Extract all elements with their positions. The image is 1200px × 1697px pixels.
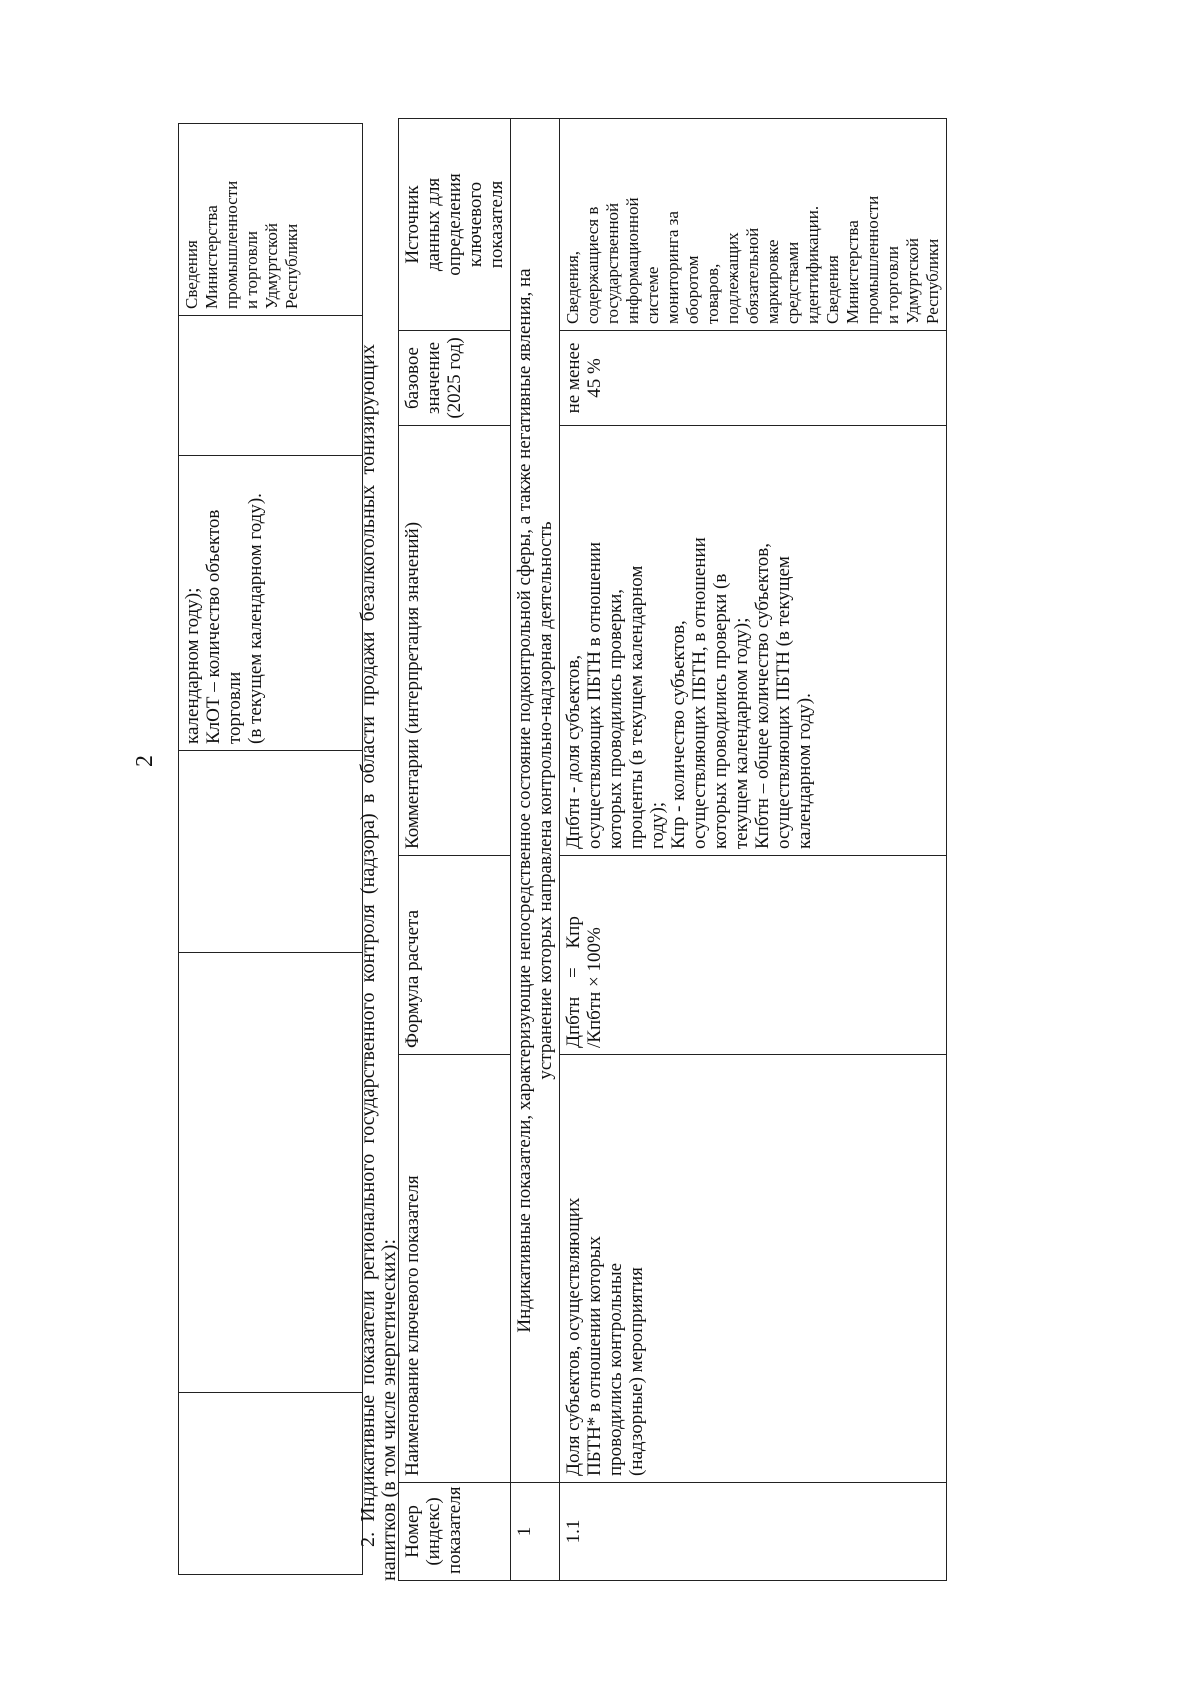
- source-line: оборотом: [683, 255, 702, 324]
- header-number: [399, 1483, 511, 1581]
- table-header-row: [399, 119, 511, 1581]
- source-line: средствами: [783, 241, 802, 324]
- comment-line: проценты (в текущем календарном: [626, 565, 647, 849]
- header-line: определения: [444, 173, 465, 276]
- source-line: Сведения,: [563, 250, 582, 324]
- comment-line: текущем календарном году);: [731, 617, 752, 849]
- header-line: ключевого: [465, 181, 486, 268]
- page-number: 2: [132, 755, 158, 767]
- source-line: Республики: [923, 238, 942, 324]
- source-line: содержащиеся в: [583, 206, 602, 324]
- row-source: [560, 119, 947, 331]
- header-base-value: [399, 331, 511, 426]
- header-line: данных для: [423, 177, 444, 272]
- comment-line: которых проводились проверки (в: [710, 573, 731, 849]
- comment-line: которых проводились проверки,: [605, 589, 626, 849]
- source-line: Министерства: [202, 205, 221, 309]
- group-title: [511, 119, 560, 1483]
- row-comments: [560, 426, 947, 856]
- header-line: Номер: [402, 1505, 423, 1558]
- comment-line: КлОТ – количество объектов торговли: [203, 509, 245, 744]
- source-line: Сведения: [823, 255, 842, 324]
- header-line: (индекс): [423, 1497, 444, 1566]
- row-name-line: проводились контрольные: [605, 1262, 626, 1476]
- header-line: Источник: [402, 185, 423, 264]
- header-formula: Формула расчета: [399, 856, 511, 1055]
- comment-line: Кпбтн – общее количество субъектов,: [752, 543, 773, 849]
- source-line: мониторинга за: [663, 211, 682, 324]
- header-line: базовое: [402, 347, 423, 410]
- source-line: государственной: [603, 202, 622, 324]
- base-value-line: 45 %: [584, 358, 605, 398]
- comment-line: осуществляющих ПБТН (в текущем: [773, 556, 794, 849]
- group-title-line: устранение которых направлена контрольно-надзорная деятельность: [535, 521, 556, 1080]
- top-continuation-table: [178, 123, 363, 1575]
- table-row: [560, 119, 947, 1581]
- comment-line: осуществляющих ПБТН в отношении: [584, 541, 605, 849]
- source-line: промышленности: [222, 180, 241, 309]
- table-row: [179, 124, 363, 1575]
- source-line: Удмуртской: [262, 222, 281, 309]
- source-line: и торговли: [883, 246, 902, 324]
- source-cell: [179, 124, 363, 316]
- empty-cell: [179, 751, 363, 953]
- section-heading-line2: напитков (в том числе энергетических):: [378, 1238, 400, 1581]
- header-line: показателя: [444, 1486, 465, 1574]
- row-name-line: Доля субъектов, осуществляющих: [563, 1197, 584, 1476]
- header-line: значение: [423, 341, 444, 415]
- header-source: [399, 119, 511, 331]
- row-formula: [560, 856, 947, 1055]
- source-line: и торговли: [242, 231, 261, 309]
- comment-line: Кпр - количество субъектов,: [668, 620, 689, 849]
- source-line: обязательной: [743, 227, 762, 324]
- group-number: 1: [511, 1483, 560, 1581]
- formula-line: Дпбтн = Кпр: [563, 916, 584, 1048]
- comment-line: осуществляющих ПБТН, в отношении: [689, 537, 710, 849]
- formula-line: /Кпбтн × 100%: [584, 927, 605, 1048]
- comment-line: календарном году);: [182, 587, 203, 744]
- comment-line: Дпбтн - доля субъектов,: [563, 654, 584, 849]
- empty-cell: [179, 316, 363, 456]
- base-value-line: не менее: [563, 342, 584, 414]
- row-base-value: [560, 331, 947, 426]
- source-line: информационной: [623, 197, 642, 324]
- source-line: Удмуртской: [903, 237, 922, 324]
- section-heading-line1: 2. Индикативные показатели регионального государственного контроля (надзора) в области продажи безалкогольных тонизирующих: [357, 344, 379, 1547]
- source-line: промышленности: [863, 195, 882, 324]
- header-name: Наименование ключевого показателя: [399, 1055, 511, 1483]
- source-line: маркировке: [763, 239, 782, 324]
- source-line: подлежащих: [723, 232, 742, 324]
- source-line: Сведения: [182, 240, 201, 309]
- comment-line: календарном году).: [794, 693, 815, 849]
- comment-line: году);: [647, 801, 668, 849]
- indicators-table: [398, 118, 947, 1581]
- header-line: показателя: [486, 180, 507, 269]
- group-row: [511, 119, 560, 1581]
- header-comments: Комментарии (интерпретация значений): [399, 426, 511, 856]
- source-line: Министерства: [843, 220, 862, 324]
- empty-cell: [179, 1393, 363, 1575]
- source-line: идентификации.: [803, 205, 822, 324]
- row-name-line: ПБТН* в отношении которых: [584, 1235, 605, 1476]
- group-title-line: Индикативные показатели, характеризующие непосредственное состояние подконтрольной сферы, а также негативные явления, на: [514, 268, 535, 1333]
- source-line: системе: [643, 266, 662, 324]
- header-line: (2025 год): [444, 337, 465, 419]
- comment-cell: [179, 456, 363, 751]
- empty-cell: [179, 953, 363, 1393]
- comment-line: (в текущем календарном году).: [245, 493, 266, 744]
- source-line: Республики: [282, 223, 301, 309]
- row-name-line: (надзорные) мероприятия: [626, 1267, 647, 1476]
- source-line: товаров,: [703, 263, 722, 324]
- row-number: 1.1: [560, 1483, 947, 1581]
- row-name: [560, 1055, 947, 1483]
